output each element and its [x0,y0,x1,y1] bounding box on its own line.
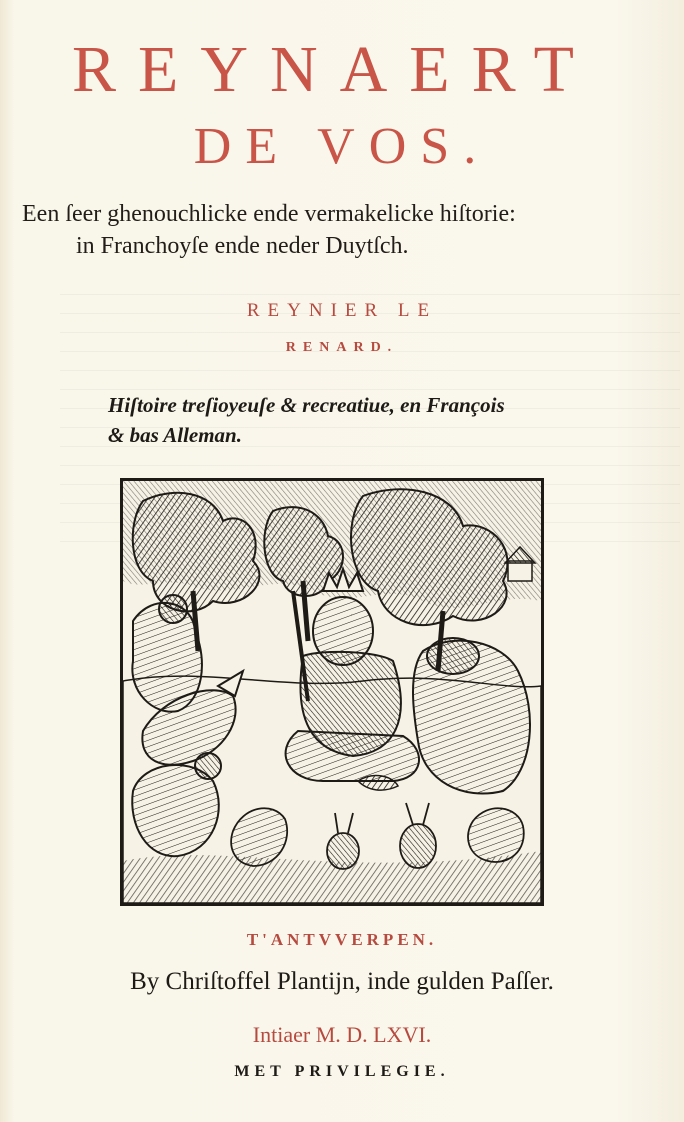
french-subtitle-line1: Hiſtoire treſioyeuſe & recreatiue, en François [108,393,505,417]
dutch-subtitle [22,198,662,262]
imprint-printer: By Chriſtoffel Plantijn, inde gulden Paſſer. [130,968,554,995]
dutch-subtitle-line2: in Franchoyſe ende neder Duytſch. [76,233,409,259]
main-title-line2: DE VOS. [193,118,491,175]
imprint-privilege: MET PRIVILEGIE. [234,1063,450,1080]
dutch-subtitle-line1: Een ſeer ghenouchlicke ende vermakelicke hiſtorie: [22,201,516,227]
imprint-year: Intiaer M. D. LXVI. [252,1022,432,1047]
imprint-place: T'ANTVVERPEN. [246,930,438,949]
main-title-line1: REYNAERT [71,33,596,106]
woodcut-drawing [123,481,541,903]
fox-court-woodcut-illustration [120,478,544,906]
french-subtitle [108,390,648,450]
french-subtitle-line2: & bas Alleman. [108,423,242,447]
french-title-line2: RENARD. [285,340,399,355]
french-title-line1: REYNIER LE [246,300,438,321]
